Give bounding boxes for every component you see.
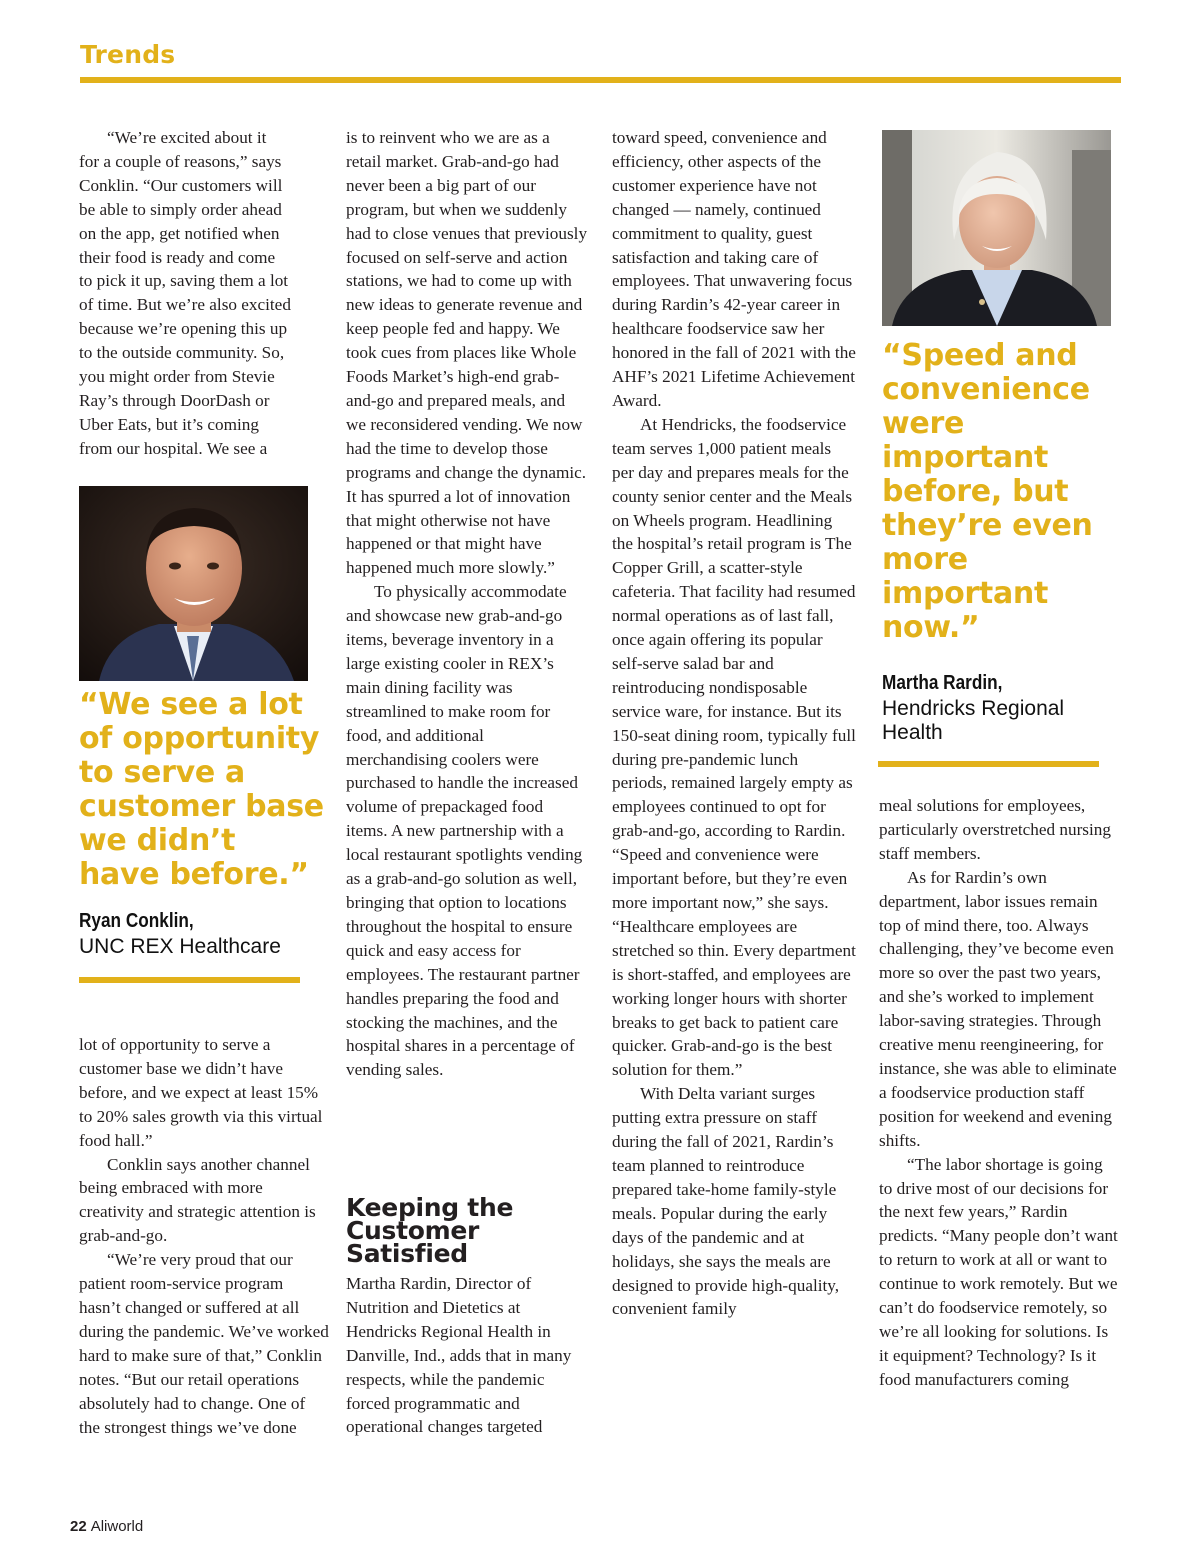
ryan-conklin-photo	[79, 486, 308, 681]
text-line: their food is ready and come	[79, 247, 276, 267]
col2-after-subhead-text	[346, 1272, 588, 1439]
text-line: for a couple of reasons,” says	[79, 151, 282, 171]
paragraph: Conklin says another channel being embraced with more creativity and strategic attention is grab-and-go.	[79, 1154, 316, 1246]
paragraph: lot of opportunity to serve a customer base we didn’t have before, and we expect at least 15% to 20% sales growth via this virtual food hall.”	[79, 1035, 323, 1150]
text-line: because we’re opening this up	[79, 319, 288, 339]
col3-text	[612, 126, 856, 1321]
paragraph: To physically accommodate and showcase new grab-and-go items, beverage inventory in a large existing cooler in REX’s main dining facility was streamlined to make room for food, and additional merchandising coolers were purchased to handle the increased volume of prepackaged food items. A new partnership with a local restaurant spotlights vending as a grab-and-go solution as well, bringing that option to locations throughout the hospital to ensure quick and easy access for employees. The restaurant partner handles preparing the food and stocking the machines, and the hospital shares in a percentage of vending sales.	[346, 582, 583, 1080]
paragraph: “The labor shortage is going to drive most of our decisions for the next few years,” Rardin predicts. “Many people don’t want to return to work at all or want to continue to work remotely. But we can’t do foodservice remotely, so we’re all looking for solutions. Is it equipment? Technology? Is it food manufacturers coming	[879, 1154, 1118, 1389]
paragraph: Martha Rardin, Director of Nutrition and Dietetics at Hendricks Regional Health in Danville, Ind., adds that in many respects, while the pandemic forced programmatic and operational changes targeted	[346, 1274, 572, 1437]
text-line: Ray’s through DoorDash or	[79, 390, 270, 410]
text-line: Conklin. “Our customers will	[79, 175, 283, 195]
paragraph: At Hendricks, the foodservice team serves 1,000 patient meals per day and prepares meals for the county senior center and the Meals on Wheels program. Headlining the hospital’s retail program is The Copper Grill, a scatter-style cafeteria. That facility had resumed normal operations as of last fall, once again offering its popular self-serve salad bar and reintroducing nondisposable service ware, for instance. But its 150-seat dining room, typically full during pre-pandemic lunch periods, remained largely empty as employees continued to opt for grab-and-go, according to Rardin. “Speed and convenience were important before, but they’re even more important now,” she says. “Healthcare employees are stretched so thin. Every department is short-staffed, and employees are working longer hours with shorter breaks to get back to patient care quicker. Grab-and-go is the best solution for them.”	[612, 414, 856, 1080]
paragraph: toward speed, convenience and efficiency, other aspects of the customer experience have not changed — namely, continued commitment to quality, guest satisfaction and taking care of employees. That unwavering focus during Rardin’s 42-year career in healthcare foodservice saw her honored in the fall of 2021 with the AHF’s 2021 Lifetime Achievement Award.	[612, 128, 856, 410]
attribution-name: Martha Rardin,	[882, 672, 1003, 694]
text-line: Uber Eats, but it’s coming	[79, 414, 259, 434]
page-footer	[70, 1518, 143, 1535]
text-line: from our hospital. We see a	[79, 438, 268, 458]
col1-bottom-text	[79, 1033, 329, 1439]
text-line: on the app, get notified when	[79, 223, 280, 243]
attribution-organization: Hendricks Regional Health	[882, 697, 1065, 744]
pull-quote: “We see a lot of opportunity to serve a customer base we didn’t have before.”	[79, 687, 324, 892]
paragraph: meal solutions for employees, particularly overstretched nursing staff members.	[879, 796, 1111, 863]
col4-text	[879, 794, 1119, 1392]
paragraph: is to reinvent who we are as a retail market. Grab-and-go had never been a big part of our program, but when we suddenly had to close venues that previously focused on self-serve and action stations, we had to come up with new ideas to generate revenue and keep people fed and happy. We took cues from places like Whole Foods Market’s high-end grab-and-go and prepared meals, and we reconsidered vending. We now had the time to develop those programs and change the dynamic. It has spurred a lot of innovation that might otherwise not have happened or that might have happened much more slowly.”	[346, 128, 588, 578]
text-line: to the outside community. So,	[79, 343, 285, 363]
text-line: you might order from Stevie	[79, 367, 275, 387]
text-line: be able to simply order ahead	[79, 199, 282, 219]
martha-rardin-photo	[882, 130, 1111, 326]
section-subhead: Keeping the Customer Satisfied	[346, 1193, 514, 1268]
paragraph: With Delta variant surges putting extra pressure on staff during the fall of 2021, Rardin’s team planned to reintroduce prepared take-home family-style meals. Popular during the early days of the pandemic and at holidays, she says the meals are designed to provide high-quality, convenient family	[612, 1084, 840, 1319]
text-line: of time. But we’re also excited	[79, 295, 291, 315]
publication-name: Aliworld	[90, 1518, 144, 1535]
text-line: “We’re excited about it	[107, 128, 267, 147]
attribution-organization: UNC REX Healthcare	[79, 935, 281, 958]
page-number: 22	[70, 1518, 87, 1535]
attribution-rule	[79, 977, 300, 983]
attribution-rule	[878, 761, 1099, 767]
header-rule	[80, 77, 1121, 83]
attribution-name: Ryan Conklin,	[79, 910, 194, 932]
col1-top-text	[79, 126, 329, 461]
section-label: Trends	[80, 40, 176, 69]
text-line: to pick it up, saving them a lot	[79, 271, 289, 291]
paragraph: “We’re very proud that our patient room-service program hasn’t changed or suffered at all during the pandemic. We’ve worked hard to make sure of that,” Conklin notes. “But our retail operations absolutely had to change. One of the strongest things we’ve done	[79, 1250, 329, 1437]
paragraph: As for Rardin’s own department, labor issues remain top of mind there, too. Always challenging, they’ve become even more so over the past two years, and she’s worked to implement labor-saving strategies. Through creative menu reengineering, for instance, she was able to eliminate a foodservice production staff position for weekend and evening shifts.	[879, 867, 1117, 1150]
pull-quote: “Speed and convenience were important before, but they’re even more important now.”	[882, 338, 1093, 645]
col2-text	[346, 126, 588, 1082]
